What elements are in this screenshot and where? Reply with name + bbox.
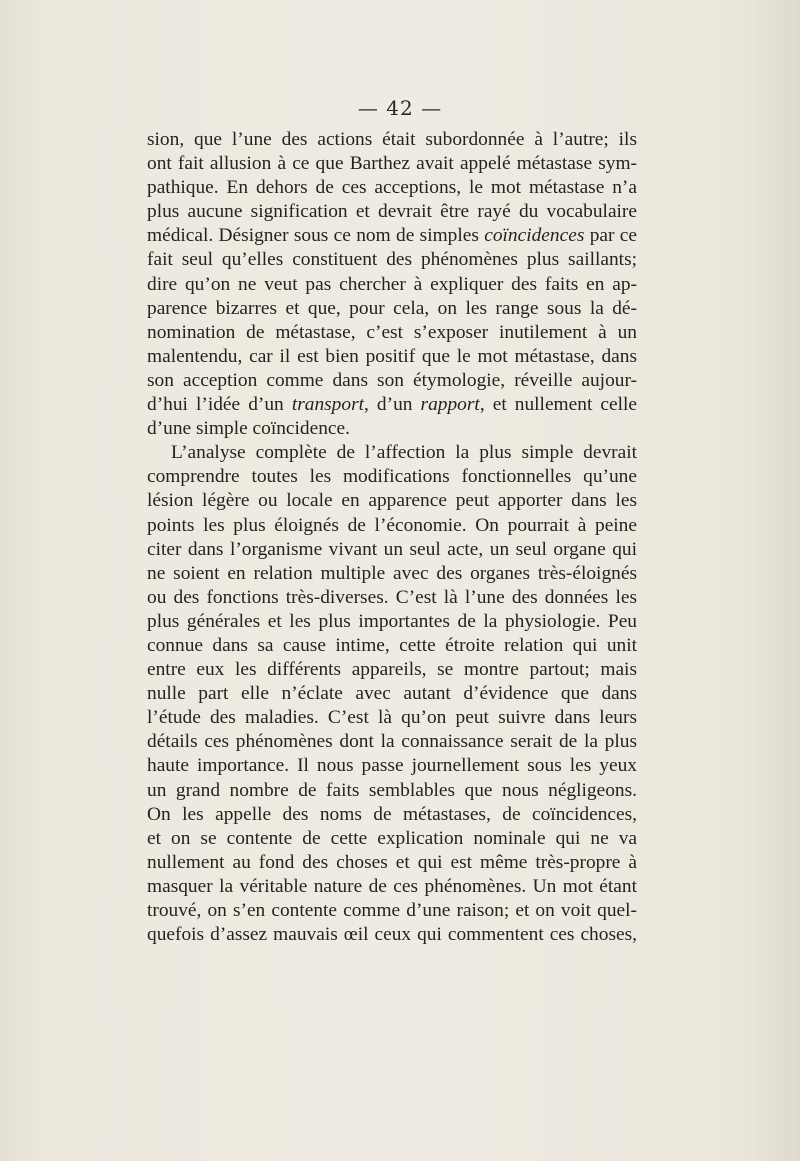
text-line: fait seul qu’elles constituent des phénomènes plus saillants; [147, 249, 637, 271]
body-text [147, 128, 637, 947]
text-line: connue dans sa cause intime, cette étroite relation qui unit [147, 634, 637, 656]
text-segment: , et nullement celle [479, 394, 637, 416]
text-line: L’analyse complète de l’affection la plus simple devrait [171, 442, 637, 464]
text-line: nullement au fond des choses et qui est même très-propre à [147, 851, 637, 873]
text-line: dire qu’on ne veut pas chercher à expliquer des faits en ap- [147, 273, 637, 295]
text-line: son acception comme dans son étymologie, réveille aujour- [147, 369, 637, 391]
text-line: lésion légère ou locale en apparence peut apporter dans les [147, 490, 637, 512]
text-line: On les appelle des noms de métastases, de coïncidences, [147, 803, 637, 825]
text-line: citer dans l’organisme vivant un seul acte, un seul organe qui [147, 538, 637, 560]
text-line: un grand nombre de faits semblables que nous négligeons. [147, 779, 637, 801]
text-line: parence bizarres et que, pour cela, on les range sous la dé- [147, 297, 637, 319]
text-line: malentendu, car il est bien positif que le mot métastase, dans [147, 345, 637, 367]
text-line: sion, que l’une des actions était subordonnée à l’autre; ils [147, 129, 637, 150]
text-line [147, 393, 637, 417]
text-line: trouvé, on s’en contente comme d’une raison; et on voit quel- [147, 900, 637, 921]
text-segment: médical. Désigner sous ce nom de simples [147, 225, 485, 247]
text-line: masquer la véritable nature de ces phénomènes. Un mot étant [147, 875, 637, 897]
text-line: quefois d’assez mauvais œil ceux qui commentent ces choses, [147, 924, 637, 946]
text-segment: par ce [584, 225, 637, 247]
italic-term: coïncidences [484, 225, 585, 247]
text-segment: d’hui l’idée d’un [147, 394, 292, 416]
text-line: haute importance. Il nous passe journellement sous les yeux [147, 755, 637, 777]
text-segment: , d’un [364, 394, 421, 416]
text-line: et on se contente de cette explication nominale qui ne va [147, 827, 637, 849]
text-line: plus aucune signification et devrait être rayé du vocabulaire [147, 201, 637, 223]
text-line [147, 224, 637, 248]
text-line: pathique. En dehors de ces acceptions, le mot métastase n’a [147, 177, 637, 199]
text-line: détails ces phénomènes dont la connaissance serait de la plus [147, 731, 637, 753]
text-line: nulle part elle n’éclate avec autant d’évidence que dans [147, 683, 637, 705]
text-line: l’étude des maladies. C’est là qu’on peut suivre dans leurs [147, 707, 637, 729]
text-line: nomination de métastase, c’est s’exposer inutilement à un [147, 321, 637, 343]
text-line: points les plus éloignés de l’économie. On pourrait à peine [147, 514, 637, 536]
italic-term: rapport [420, 394, 480, 416]
text-line: plus générales et les plus importantes de la physiologie. Peu [147, 610, 637, 632]
text-line: comprendre toutes les modifications fonctionnelles qu’une [147, 466, 637, 488]
text-line: entre eux les différents appareils, se montre partout; mais [147, 659, 637, 681]
italic-term: transport [291, 394, 365, 416]
text-line: ont fait allusion à ce que Barthez avait appelé métastase sym- [147, 153, 637, 175]
text-line: ou des fonctions très-diverses. C’est là l’une des données les [147, 586, 637, 608]
text-line: ne soient en relation multiple avec des organes très-éloignés [147, 562, 637, 584]
text-line: d’une simple coïncidence. [147, 418, 350, 440]
page-number: — 42 — [357, 96, 443, 120]
